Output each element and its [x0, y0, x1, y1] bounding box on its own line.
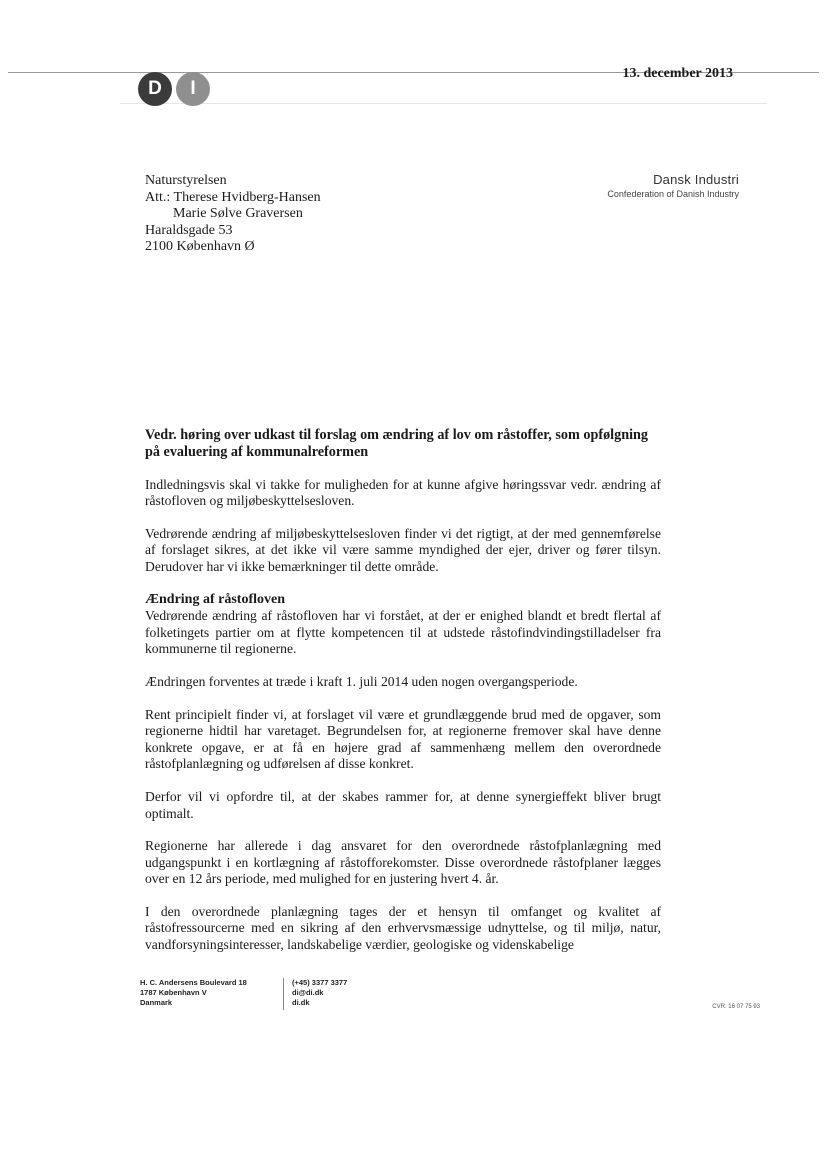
paragraph: Vedrørende ændring af miljøbeskyttelsesloven finder vi det rigtigt, at der med gennemførelse af forslaget sikres, at det ikke vil være samme myndighed der ejer, driver og fører tilsyn. Derudover har vi ikke bemærkninger til dette område. [145, 525, 661, 574]
footer-address-line: 1787 København V [140, 988, 207, 997]
paragraph: Ændringen forventes at træde i kraft 1. juli 2014 uden nogen overgangsperiode. [145, 673, 578, 689]
logo-letter-i: I [176, 72, 210, 106]
letter-body [145, 427, 661, 970]
recipient-line: Att.: Therese Hvidberg-Hansen [145, 189, 321, 205]
recipient-line: Haraldsgade 53 [145, 222, 233, 238]
paragraph: Indledningsvis skal vi takke for muligheden for at kunne afgive høringssvar vedr. ændring af råstofloven og miljøbeskyttelsesloven. [145, 476, 661, 509]
recipient-line: Naturstyrelsen [145, 173, 227, 188]
recipient-line: 2100 København Ø [145, 239, 255, 254]
paragraph: Vedrørende ændring af råstofloven har vi forstået, at der er enighed blandt et bredt flertal af folketingets partier om at flytte kompetencen til at udstede råstofindvindingstilladelser fra kommunerne til regionerne. [145, 608, 661, 657]
paragraph: Rent principielt finder vi, at forslaget vil være et grundlæggende brud med de opgaver, som regionerne hidtil har varetaget. Begrundelsen for, at regionerne fremover skal have denne konkrete opgave, er at få en højere grad af sammenhæng mellem den overordnede råstofplanlægning og udførelsen af disse konkret. [145, 706, 661, 772]
paragraph: Derfor vil vi opfordre til, at der skabes rammer for, at denne synergieffekt bliver brugt optimalt. [145, 788, 661, 821]
footer-address [140, 978, 284, 1010]
footer-email[interactable]: di@di.dk [292, 988, 324, 997]
footer-contact [292, 978, 347, 1008]
letter-subject: Vedr. høring over udkast til forslag om ændring af lov om råstoffer, som opfølgning på evaluering af kommunalreformen [145, 427, 649, 460]
footer-website[interactable]: di.dk [292, 998, 310, 1007]
sender-block [607, 172, 739, 199]
header-subrule [120, 103, 767, 104]
sender-name: Dansk Industri [653, 172, 739, 187]
footer-address-line: Danmark [140, 998, 173, 1007]
footer-address-line: H. C. Andersens Boulevard 18 [140, 978, 247, 987]
di-logo [138, 72, 214, 106]
paragraph: I den overordnede planlægning tages der et hensyn til omfanget og kvalitet af råstofressourcerne med en sikring af den erhvervsmæssige udnyttelse, og til miljø, natur, vandforsyningsinteresser, landskabelige værdier, geologiske og videnskabelige [145, 903, 661, 953]
recipient-address [145, 173, 321, 256]
footer-cvr: CVR: 16 07 75 93 [712, 1004, 760, 1010]
sender-subtitle: Confederation of Danish Industry [607, 189, 739, 199]
section-heading: Ændring af råstofloven [145, 591, 285, 607]
paragraph: Regionerne har allerede i dag ansvaret for den overordnede råstofplanlægning med udgangspunkt i en kortlægning af råstofforekomster. Disse overordnede råstofplaner lægges over en 12 års periode, med mulighed for en justering hvert 4. år. [145, 838, 661, 887]
footer-phone: (+45) 3377 3377 [292, 978, 348, 987]
logo-letter-d: D [138, 72, 172, 106]
recipient-line: Marie Sølve Graversen [173, 206, 303, 221]
letter-date: 13. december 2013 [622, 66, 733, 81]
